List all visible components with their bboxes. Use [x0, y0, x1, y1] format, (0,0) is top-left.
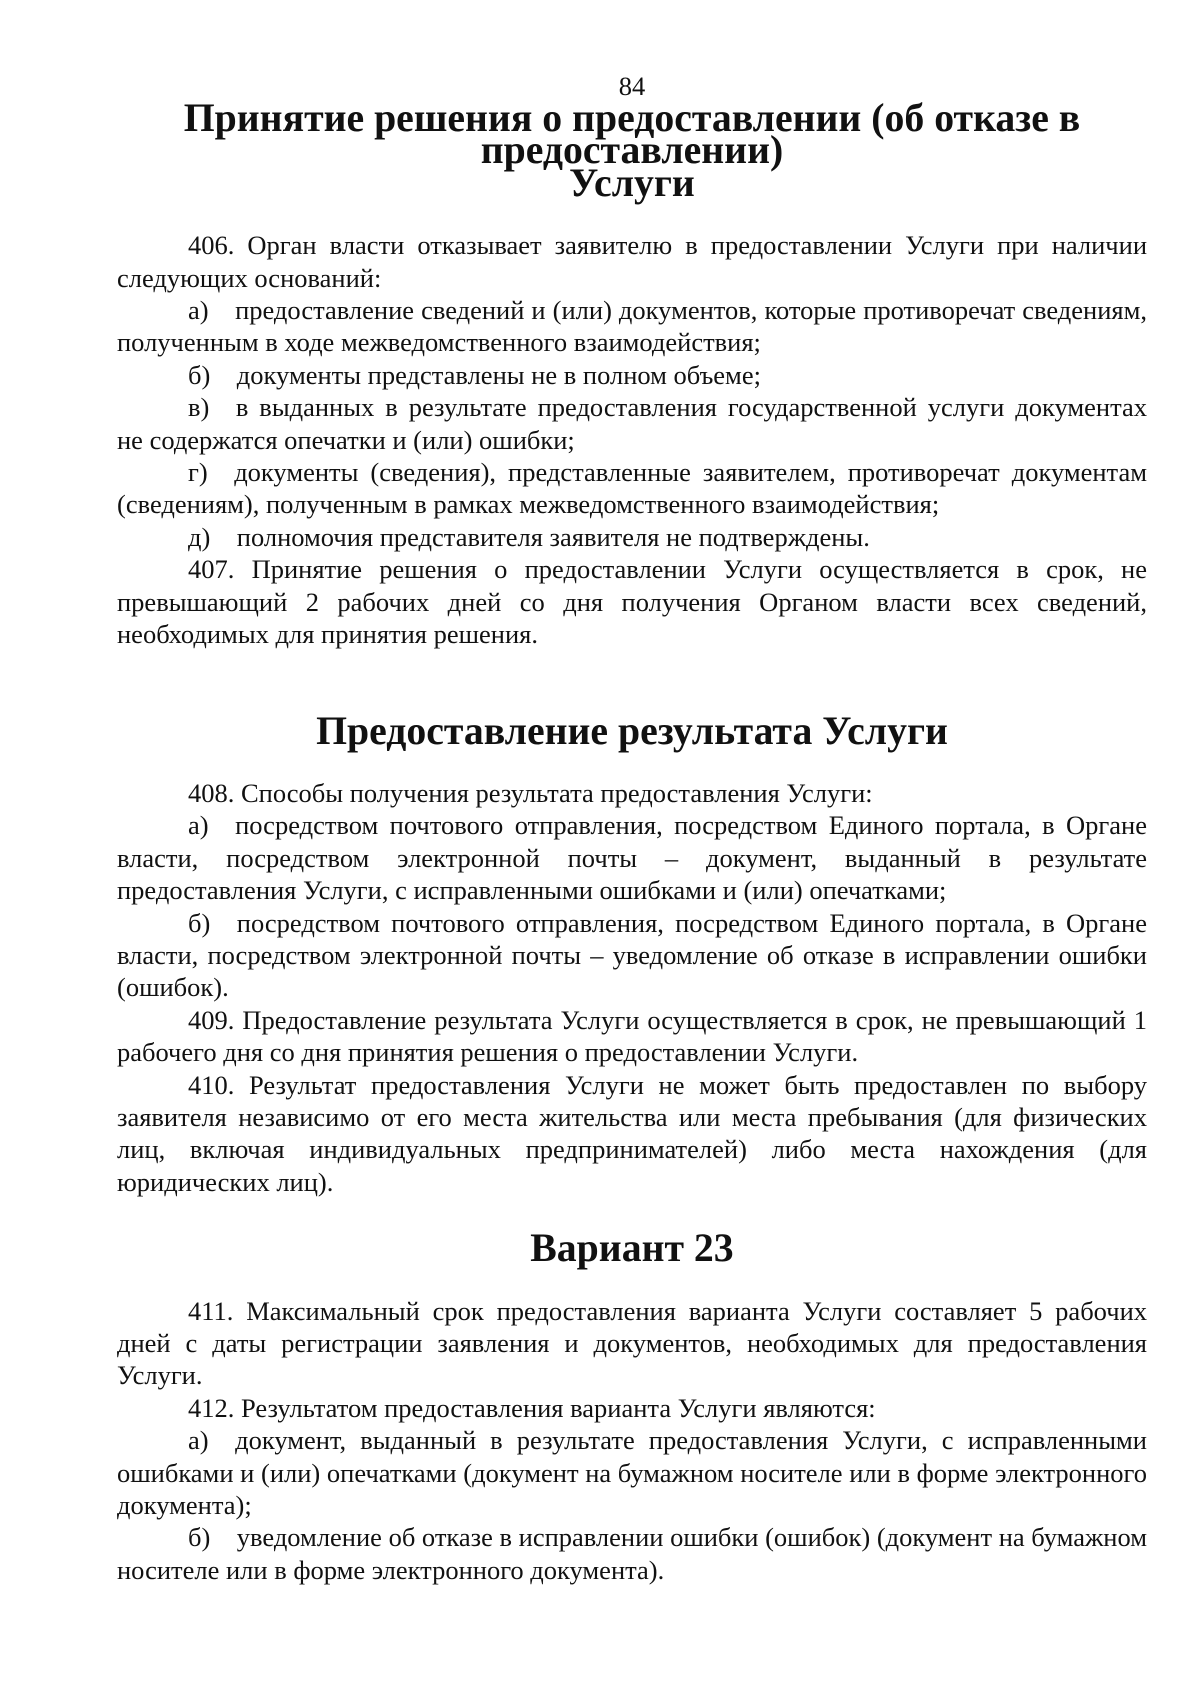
- paragraph-411: 411. Максимальный срок предоставления варианта Услуги составляет 5 рабочих дней с даты регистрации заявления и документов, необходимых для предоставления Услуги.: [117, 1295, 1147, 1391]
- page-number: 84: [618, 71, 646, 101]
- list-item-406-g: г) документы (сведения), представленные заявителем, противоречат документам (сведениям), полученным в рамках межведомственного взаимодействия;: [117, 457, 1147, 520]
- paragraph-412: 412. Результатом предоставления варианта Услуги являются:: [188, 1392, 876, 1423]
- paragraph-410: 410. Результат предоставления Услуги не может быть предоставлен по выбору заявителя независимо от его места жительства или места пребывания (для физических лиц, включая индивидуальных предпринимателей) либо места нахождения (для юридических лиц).: [117, 1069, 1147, 1197]
- list-item-406-v: в) в выданных в результате предоставления государственной услуги документах не содержатся опечатки и (или) ошибки;: [117, 392, 1147, 455]
- list-item-408-a: а) посредством почтового отправления, посредством Единого портала, в Органе власти, посредством электронной почты – документ, выданный в результате предоставления Услуги, с исправленными ошибками и (или) опечатками;: [117, 810, 1147, 906]
- paragraph-408: 408. Способы получения результата предоставления Услуги:: [188, 777, 873, 808]
- list-item-412-a: а) документ, выданный в результате предоставления Услуги, с исправленными ошибками и (или) опечатками (документ на бумажном носителе или в форме электронного документа);: [117, 1425, 1147, 1521]
- spacer: [117, 651, 1147, 715]
- section-heading-decision-line1: Принятие решения о предоставлении (об отказе в предоставлении): [183, 96, 1081, 173]
- section-heading-decision: [117, 96, 1147, 205]
- section-decision-body: [117, 229, 1147, 650]
- paragraph-407: 407. Принятие решения о предоставлении Услуги осуществляется в срок, не превышающий 2 рабочих дней со дня получения Органом власти всех сведений, необходимых для принятия решения.: [117, 554, 1147, 650]
- section-heading-result: Предоставление результата Услуги: [316, 708, 948, 753]
- section-variant-body: [117, 1295, 1147, 1587]
- section-result-body: [117, 777, 1147, 1198]
- paragraph-406: 406. Орган власти отказывает заявителю в предоставлении Услуги при наличии следующих оснований:: [117, 230, 1147, 293]
- list-item-406-d: д) полномочия представителя заявителя не подтверждены.: [188, 521, 870, 552]
- list-item-406-a: а) предоставление сведений и (или) документов, которые противоречат сведениям, полученным в ходе межведомственного взаимодействия;: [117, 295, 1147, 358]
- list-item-412-b: б) уведомление об отказе в исправлении ошибки (ошибок) (документ на бумажном носителе или в форме электронного документа).: [117, 1522, 1147, 1585]
- paragraph-409: 409. Предоставление результата Услуги осуществляется в срок, не превышающий 1 рабочего дня со дня принятия решения о предоставлении Услуги.: [117, 1004, 1147, 1068]
- section-heading-variant: Вариант 23: [530, 1226, 734, 1271]
- section-heading-decision-line2: Услуги: [569, 160, 695, 205]
- list-item-406-b: б) документы представлены не в полном объеме;: [188, 359, 761, 390]
- list-item-408-b: б) посредством почтового отправления, посредством Единого портала, в Органе власти, посредством электронной почты – уведомление об отказе в исправлении ошибки (ошибок).: [117, 907, 1147, 1003]
- document-page: [117, 70, 1147, 1586]
